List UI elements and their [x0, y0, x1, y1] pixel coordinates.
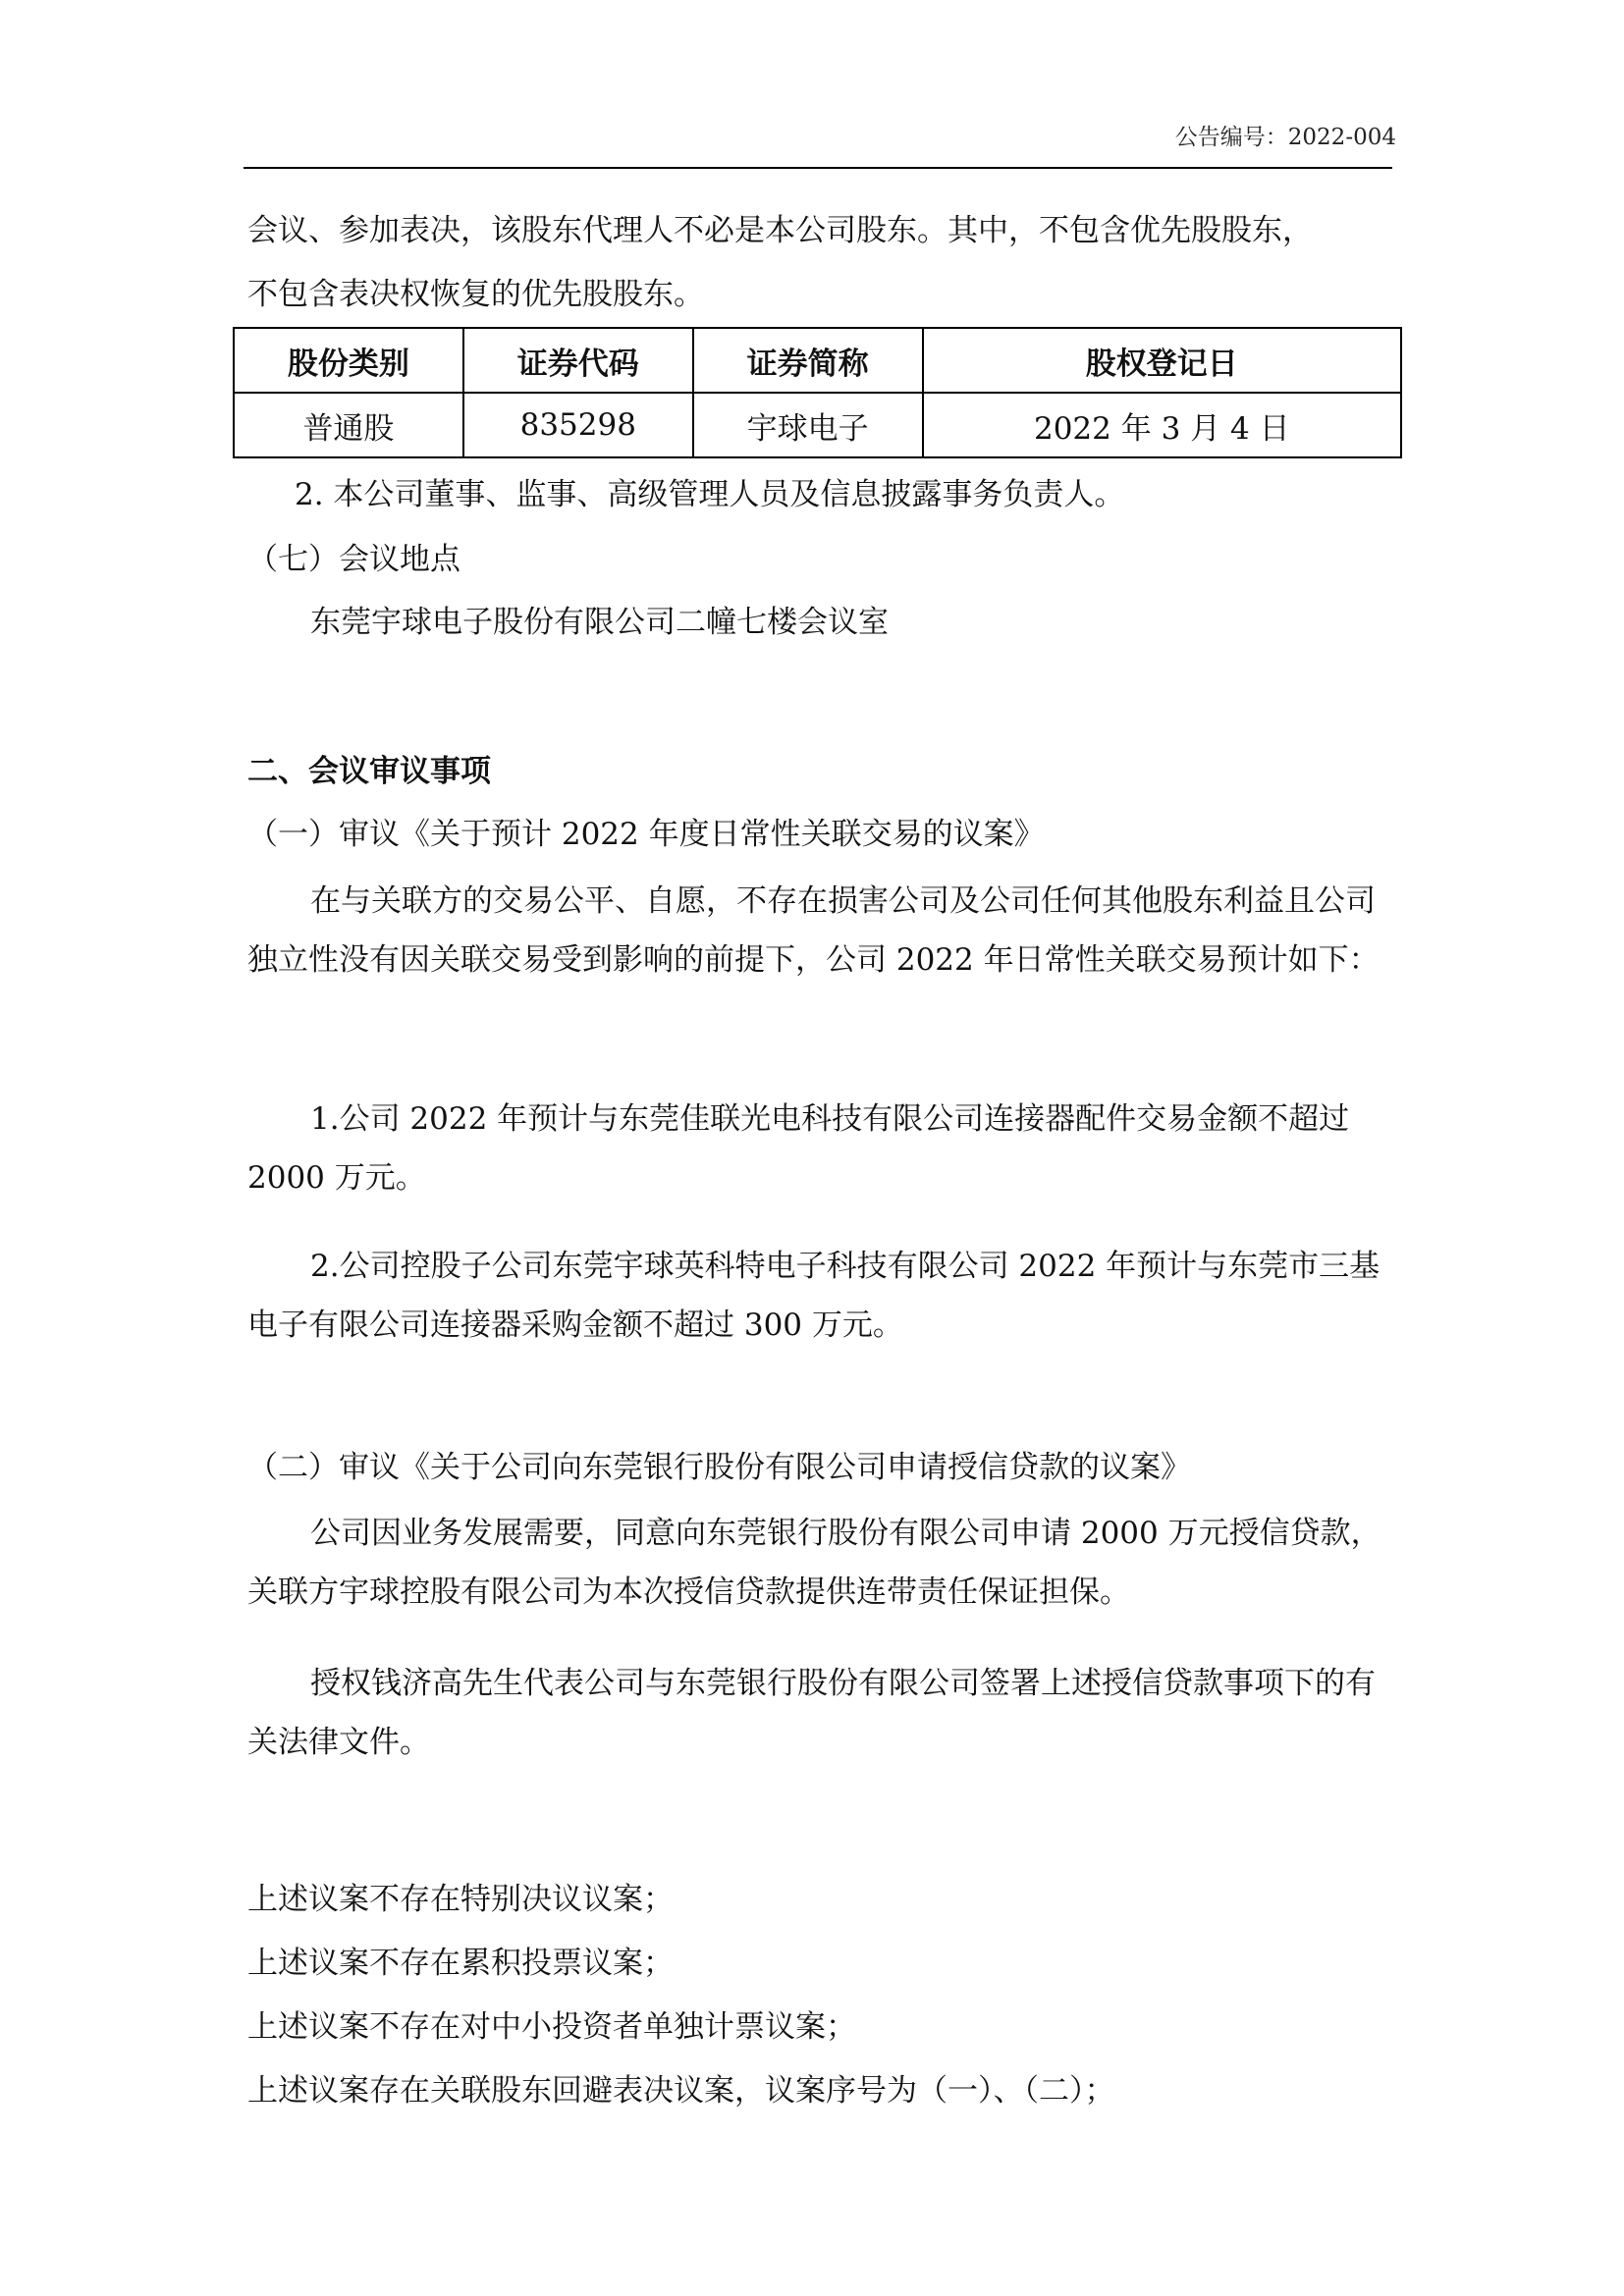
note-line: 上述议案不存在对中小投资者单独计票议案； [247, 2009, 856, 2045]
header-divider [244, 167, 1392, 169]
attendees-item: 2. 本公司董事、监事、高级管理人员及信息披露事务负责人。 [295, 477, 1125, 512]
item1-point1: 1.公司 2022 年预计与东莞佳联光电科技有限公司连接器配件交易金额不超过 2000 万元。 [247, 1101, 1350, 1196]
col-header-security-name: 证券简称 [693, 328, 923, 393]
cell-record-date: 2022 年 3 月 4 日 [923, 393, 1401, 457]
col-header-share-class: 股份类别 [234, 328, 463, 393]
table-header-row [234, 328, 1401, 393]
cell-security-name: 宇球电子 [693, 393, 923, 457]
note-line: 上述议案不存在特别决议议案； [247, 1882, 674, 1917]
registration-table [233, 327, 1402, 458]
item2-authorization: 授权钱济高先生代表公司与东莞银行股份有限公司签署上述授信贷款事项下的有关法律文件。 [247, 1666, 1376, 1760]
text-line: 会议、参加表决，该股东代理人不必是本公司股东。其中，不包含优先股股东， [247, 213, 1313, 248]
text-line: 不包含表决权恢复的优先股股东。 [247, 277, 704, 312]
item1-title: （一）审议《关于预计 2022 年度日常性关联交易的议案》 [247, 817, 1045, 852]
table-row [234, 393, 1401, 457]
cell-share-class: 普通股 [234, 393, 463, 457]
item1-body: 在与关联方的交易公平、自愿，不存在损害公司及公司任何其他股东利益且公司独立性没有因关联交易受到影响的前提下，公司 2022 年日常性关联交易预计如下： [247, 883, 1380, 978]
item2-body: 公司因业务发展需要，同意向东莞银行股份有限公司申请 2000 万元授信贷款，关联方宇球控股有限公司为本次授信贷款提供连带责任保证担保。 [247, 1516, 1381, 1610]
col-header-record-date: 股权登记日 [923, 328, 1401, 393]
item1-point2: 2.公司控股子公司东莞宇球英科特电子科技有限公司 2022 年预计与东莞市三基电子有限公司连接器采购金额不超过 300 万元。 [247, 1249, 1380, 1343]
section-heading: 二、会议审议事项 [247, 754, 491, 789]
venue-heading: （七）会议地点 [247, 542, 460, 577]
venue-text: 东莞宇球电子股份有限公司二幢七楼会议室 [310, 605, 889, 640]
item2-title: （二）审议《关于公司向东莞银行股份有限公司申请授信贷款的议案》 [247, 1450, 1191, 1485]
col-header-security-code: 证券代码 [463, 328, 693, 393]
cell-security-code: 835298 [463, 393, 693, 457]
announcement-number: 公告编号：2022-004 [1174, 125, 1396, 150]
note-line: 上述议案存在关联股东回避表决议案，议案序号为（一）、（二）； [247, 2073, 1115, 2109]
note-line: 上述议案不存在累积投票议案； [247, 1946, 674, 1981]
